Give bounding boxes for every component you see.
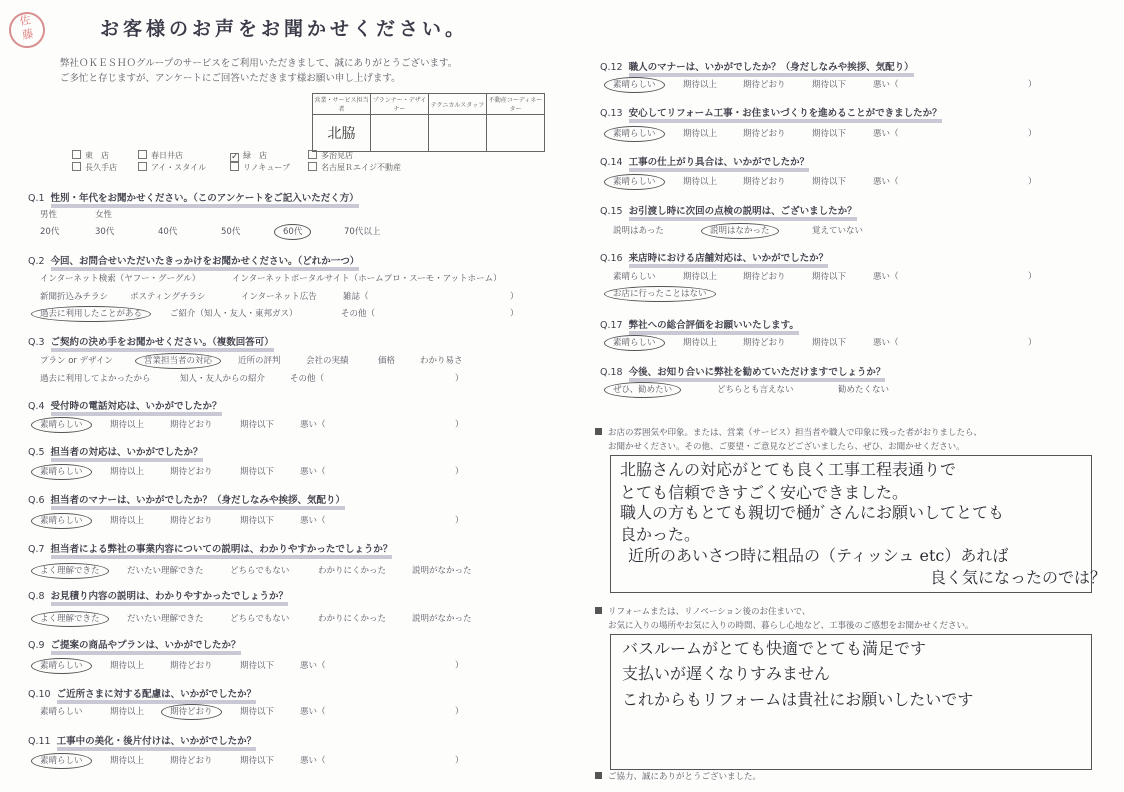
answer-option[interactable]: 期待以上: [110, 661, 145, 671]
answer-option[interactable]: 近所の評判: [238, 356, 281, 366]
question-q3: [28, 334, 274, 348]
selected-answer: 営業担当者の対応: [135, 353, 221, 369]
staff-header: 営業・サービス担当者: [313, 94, 371, 115]
handwritten-line: 良く気になったのでは？: [930, 568, 1107, 587]
question-number: Q.15: [600, 206, 623, 217]
store-option[interactable]: [308, 150, 353, 161]
question-text: 担当者の対応は、いかがでしたか？: [51, 447, 203, 462]
answer-option[interactable]: インターネット広告: [241, 292, 317, 302]
answer-option[interactable]: だいたい理解できた: [127, 614, 204, 624]
intro-line-2: ご多忙と存じますが、アンケートにご回答いただきます様お願い申し上げます。: [60, 73, 401, 84]
answer-option[interactable]: 期待以上: [683, 338, 718, 348]
question-number: Q.2: [28, 256, 45, 267]
answer-option[interactable]: ）: [455, 756, 464, 766]
answer-option[interactable]: [40, 418, 92, 430]
answer-option[interactable]: 期待以下: [812, 129, 847, 139]
handwritten-line: 支払いが遅くなりすみません: [622, 664, 831, 683]
page-title: お客様のお声をお聞かせください。: [100, 18, 469, 40]
answer-option[interactable]: ）: [510, 309, 519, 319]
answer-option[interactable]: 新聞折込みチラシ: [40, 292, 109, 302]
question-text: 来店時における店舗対応は、いかがでしたか？: [629, 253, 829, 268]
store-option[interactable]: [308, 162, 401, 173]
answer-option[interactable]: 過去に利用してよかったから: [40, 374, 151, 384]
checkbox-icon[interactable]: [72, 162, 81, 171]
staff-table: [312, 93, 545, 152]
staff-header: 不動産コーディネーター: [487, 94, 545, 115]
intro-line-1: 弊社ＯＫＥＳＨＯグループのサービスをご利用いただきまして、誠にありがとうございます。: [60, 58, 458, 69]
checkbox-icon[interactable]: [230, 162, 239, 171]
answer-option[interactable]: わかり易さ: [420, 356, 463, 366]
answer-option[interactable]: ）: [455, 374, 464, 384]
question-q8: [28, 588, 288, 602]
question-q13: [600, 105, 942, 119]
answer-option[interactable]: [40, 514, 92, 526]
answer-option[interactable]: わかりにくかった: [318, 614, 387, 624]
question-q15: [600, 203, 857, 217]
answer-option[interactable]: 説明がなかった: [412, 614, 472, 624]
answer-option[interactable]: 会社の実績: [306, 356, 349, 366]
question-q16: [600, 250, 828, 264]
question-text: お引渡し時に次回の点検の説明は、ございましたか？: [629, 206, 857, 221]
selected-answer: 60代: [274, 224, 311, 240]
question-number: Q.13: [600, 108, 623, 119]
answer-option[interactable]: [170, 705, 222, 717]
question-q5: [28, 444, 203, 458]
selected-answer: 素晴らしい: [31, 417, 92, 433]
question-number: Q.9: [28, 640, 45, 651]
question-text: 職人のマナーは、いかがでしたか？（身だしなみや挨拶、気配り）: [629, 62, 914, 77]
handwritten-line: これからもリフォームは貴社にお願いしたいです: [622, 690, 974, 709]
answer-option[interactable]: その他（: [341, 309, 376, 319]
question-number: Q.7: [28, 544, 45, 555]
answer-option[interactable]: [283, 225, 311, 237]
store-label: 名古屋Ｒエイジ不動産: [321, 163, 401, 172]
answer-option[interactable]: 雑誌（: [343, 292, 369, 302]
answer-option[interactable]: [40, 564, 109, 576]
answer-option[interactable]: 説明がなかった: [412, 566, 472, 576]
store-option[interactable]: [138, 150, 183, 161]
answer-option[interactable]: 30代: [95, 227, 115, 237]
question-number: Q.18: [600, 367, 623, 378]
store-label: 長久手店: [85, 163, 117, 172]
answer-option[interactable]: プラン or デザイン: [40, 356, 114, 366]
answer-option[interactable]: ）: [455, 467, 464, 477]
square-bullet-icon: [595, 772, 602, 779]
answer-option[interactable]: 女性: [95, 210, 113, 220]
selected-answer: よく理解できた: [31, 563, 109, 579]
handwritten-line: バスルームがとても快適でとても満足です: [622, 639, 927, 658]
store-label: 多治見店: [321, 151, 353, 160]
answer-option[interactable]: 悪い（: [873, 177, 899, 187]
handwritten-line: 北脇さんの対応がとても良く工事工程表通りで: [620, 460, 957, 479]
answer-option[interactable]: [144, 354, 221, 366]
answer-option[interactable]: [40, 465, 92, 477]
answer-option[interactable]: 期待以上: [110, 707, 145, 717]
answer-option[interactable]: ご紹介（知人・友人・東邦ガス）: [170, 309, 298, 319]
answer-option[interactable]: [613, 78, 665, 90]
selected-answer: 素晴らしい: [604, 335, 665, 351]
answer-option[interactable]: [613, 383, 681, 395]
answer-option[interactable]: [613, 287, 716, 299]
store-option[interactable]: [72, 162, 117, 173]
answer-option[interactable]: 期待どおり: [743, 80, 786, 90]
question-q2: [28, 253, 359, 267]
question-number: Q.1: [28, 193, 45, 204]
question-number: Q.4: [28, 401, 45, 412]
question-text: 工事の仕上がり具合は、いかがでしたか？: [629, 157, 810, 172]
store-option[interactable]: [138, 162, 206, 173]
answer-option[interactable]: 期待どおり: [170, 756, 213, 766]
answer-option[interactable]: 期待以上: [683, 80, 718, 90]
question-text: お見積り内容の説明は、わかりやすかったでしょうか？: [51, 591, 289, 606]
question-number: Q.16: [600, 253, 623, 264]
question-number: Q.11: [28, 736, 51, 747]
question-text: 今後、お知り合いに弊社を勧めていただけますでしょうか？: [629, 367, 886, 382]
staff-name[interactable]: [429, 115, 487, 152]
selected-answer: 素晴らしい: [604, 77, 665, 93]
answer-option[interactable]: 期待以下: [240, 516, 275, 526]
answer-option[interactable]: 期待どおり: [170, 516, 213, 526]
answer-option[interactable]: 説明はあった: [613, 226, 664, 236]
question-number: Q.8: [28, 591, 45, 602]
store-option[interactable]: [230, 150, 267, 162]
selected-answer: 素晴らしい: [31, 513, 92, 529]
question-q14: [600, 154, 809, 168]
answer-option[interactable]: 期待どおり: [170, 420, 213, 430]
store-label: 緑 店: [243, 151, 267, 160]
selected-answer: よく理解できた: [31, 611, 109, 627]
staff-name[interactable]: [487, 115, 545, 152]
answer-option[interactable]: 悪い（: [300, 516, 326, 526]
answer-option[interactable]: 勧めたくない: [838, 385, 890, 395]
answer-option[interactable]: 期待どおり: [743, 177, 786, 187]
answer-option[interactable]: 期待以下: [812, 177, 847, 187]
answer-option[interactable]: 期待以上: [110, 467, 145, 477]
question-text: 受付時の電話対応は、いかがでしたか？: [51, 401, 222, 416]
answer-option[interactable]: 悪い（: [300, 707, 326, 717]
answer-option[interactable]: ）: [1028, 177, 1037, 187]
answer-option[interactable]: だいたい理解できた: [127, 566, 204, 576]
question-q12: [600, 59, 914, 73]
answer-option[interactable]: 悪い（: [300, 420, 326, 430]
answer-option[interactable]: 期待どおり: [743, 272, 786, 282]
question-text: 今回、お問合せいただいたきっかけをお聞かせください。（どれか一つ）: [51, 256, 360, 271]
answer-option[interactable]: インターネットポータルサイト（ホームプロ・スーモ・アットホーム）: [232, 274, 502, 284]
question-number: Q.5: [28, 447, 45, 458]
answer-option[interactable]: ）: [510, 292, 519, 302]
answer-option[interactable]: 悪い（: [300, 467, 326, 477]
checkbox-icon[interactable]: [308, 150, 317, 159]
question-text: ご契約の決め手をお聞かせください。（複数回答可）: [51, 337, 274, 352]
staff-header: テクニカルスタッフ: [429, 94, 487, 115]
answer-option[interactable]: [613, 336, 665, 348]
checkbox-icon[interactable]: [308, 162, 317, 171]
seal-stamp: 佐 藤: [6, 9, 48, 51]
answer-option[interactable]: 期待以下: [240, 467, 275, 477]
question-number: Q.10: [28, 689, 51, 700]
staff-name[interactable]: 北脇: [313, 115, 371, 152]
selected-answer: お店に行ったことはない: [604, 286, 716, 302]
answer-option[interactable]: どちらでもない: [230, 566, 290, 576]
question-q6: [28, 492, 345, 506]
store-label: 春日井店: [151, 151, 183, 160]
question-text: 性別・年代をお聞かせください。（このアンケートをご記入いただく方）: [51, 193, 359, 208]
answer-option[interactable]: 期待どおり: [743, 338, 786, 348]
answer-option[interactable]: 期待どおり: [170, 661, 213, 671]
handwritten-line: 良かった。: [620, 525, 701, 544]
answer-option[interactable]: 50代: [221, 227, 241, 237]
question-q17: [600, 317, 799, 331]
answer-option[interactable]: 期待以下: [240, 420, 275, 430]
answer-option[interactable]: [40, 307, 151, 319]
answer-option[interactable]: 期待以下: [812, 338, 847, 348]
question-number: Q.6: [28, 495, 45, 506]
comments1-prompt-2: お聞かせください。その他、ご要望・ご意見などございましたら、ぜひ、お聞かせください。: [608, 442, 965, 452]
answer-option[interactable]: ）: [455, 420, 464, 430]
answer-option[interactable]: 期待どおり: [170, 467, 213, 477]
question-q18: [600, 364, 885, 378]
answer-option[interactable]: 悪い（: [873, 338, 899, 348]
staff-header: プランナー・デザイナー: [371, 94, 429, 115]
answer-option[interactable]: 価格: [378, 356, 396, 366]
answer-option[interactable]: 悪い（: [873, 129, 899, 139]
question-text: 弊社への総合評価をお願いいたします。: [629, 320, 799, 335]
question-text: 安心してリフォーム工事・お住まいづくりを進めることができましたか？: [629, 108, 942, 123]
answer-option[interactable]: ）: [455, 516, 464, 526]
question-number: Q.17: [600, 320, 623, 331]
answer-option[interactable]: ）: [1028, 338, 1037, 348]
answer-option[interactable]: 70代以上: [344, 227, 381, 237]
answer-option[interactable]: どちらとも言えない: [717, 385, 794, 395]
answer-option[interactable]: [40, 612, 109, 624]
answer-option[interactable]: その他（: [290, 374, 325, 384]
answer-option[interactable]: 期待以上: [683, 272, 718, 282]
answer-option[interactable]: 期待以下: [812, 80, 847, 90]
checkbox-icon[interactable]: [138, 162, 147, 171]
answer-option[interactable]: [40, 754, 92, 766]
answer-option[interactable]: 期待以下: [812, 272, 847, 282]
answer-option[interactable]: 期待以上: [110, 516, 145, 526]
handwritten-line: とても信頼できすごく安心できました。: [620, 483, 909, 502]
checked-box-icon[interactable]: ✓: [231, 152, 239, 162]
question-q4: [28, 398, 222, 412]
answer-option[interactable]: どちらでもない: [230, 614, 290, 624]
footer-note: ご協力、誠にありがとうございました。: [595, 770, 761, 782]
store-label: リノキューブ: [243, 163, 290, 172]
handwritten-line: 近所のあいさつ時に粗品の（ティッシュ etc）あれば: [628, 546, 1009, 565]
selected-answer: 素晴らしい: [31, 658, 92, 674]
store-option[interactable]: [72, 150, 109, 161]
answer-option[interactable]: 覚えていない: [812, 226, 864, 236]
selected-answer: 素晴らしい: [604, 126, 665, 142]
answer-option[interactable]: ）: [1028, 80, 1037, 90]
answer-option[interactable]: わかりにくかった: [318, 566, 387, 576]
checkbox-icon[interactable]: [138, 150, 147, 159]
answer-option[interactable]: 期待以上: [110, 420, 145, 430]
question-q11: [28, 733, 256, 747]
question-text: ご提案の商品やプランは、いかがでしたか？: [51, 640, 241, 655]
answer-option[interactable]: 悪い（: [300, 661, 326, 671]
answer-option[interactable]: ）: [455, 661, 464, 671]
question-number: Q.14: [600, 157, 623, 168]
answer-option[interactable]: 期待以下: [240, 661, 275, 671]
answer-option[interactable]: 期待以上: [683, 129, 718, 139]
question-q7: [28, 541, 392, 555]
answer-option[interactable]: 期待以下: [240, 707, 275, 717]
question-q9: [28, 637, 241, 651]
answer-option[interactable]: 悪い（: [300, 756, 326, 766]
selected-answer: 期待どおり: [161, 704, 222, 720]
selected-answer: 素晴らしい: [31, 464, 92, 480]
comments2-prompt-1: リフォームまたは、リノベーション後のお住まいで、: [595, 605, 810, 617]
answer-option[interactable]: 期待以下: [240, 756, 275, 766]
checkbox-icon[interactable]: [72, 150, 81, 159]
question-text: 工事中の美化・後片付けは、いかがでしたか？: [57, 736, 257, 751]
store-option[interactable]: [230, 162, 290, 173]
answer-option[interactable]: 素晴らしい: [40, 707, 83, 717]
answer-option[interactable]: ）: [1028, 129, 1037, 139]
comments1-prompt-1: お店の雰囲気や印象。または、営業（サービス）担当者や職人で印象に残った者がおりましたら、: [595, 426, 982, 438]
selected-answer: ぜひ、勧めたい: [604, 382, 681, 398]
selected-answer: 素晴らしい: [604, 174, 665, 190]
square-bullet-icon: [595, 428, 602, 435]
square-bullet-icon: [595, 607, 602, 614]
answer-option[interactable]: ）: [455, 707, 464, 717]
selected-answer: 素晴らしい: [31, 753, 92, 769]
answer-option[interactable]: ）: [1028, 272, 1037, 282]
answer-option[interactable]: [613, 127, 665, 139]
answer-option[interactable]: インターネット検索（ヤフー・グーグル）: [40, 274, 201, 284]
answer-option[interactable]: 40代: [158, 227, 178, 237]
selected-answer: 説明はなかった: [701, 223, 779, 239]
answer-option[interactable]: 悪い（: [873, 272, 899, 282]
question-text: 担当者のマナーは、いかがでしたか？（身だしなみや挨拶、気配り）: [51, 495, 346, 510]
answer-option[interactable]: 男性: [40, 210, 58, 220]
selected-answer: 過去に利用したことがある: [31, 306, 151, 322]
handwritten-line: 職人の方もとても親切で樋ｶﾞさんにお願いしてとても: [620, 503, 1005, 522]
question-text: ご近所さまに対する配慮は、いかがでしたか？: [57, 689, 257, 704]
answer-option[interactable]: 知人・友人からの紹介: [180, 374, 266, 384]
answer-option[interactable]: 20代: [40, 227, 60, 237]
question-q1: [28, 190, 359, 204]
answer-option[interactable]: [710, 224, 779, 236]
question-q10: [28, 686, 256, 700]
answer-option[interactable]: 悪い（: [873, 80, 899, 90]
answer-option[interactable]: 素晴らしい: [613, 272, 656, 282]
question-text: 担当者による弊社の事業内容についての説明は、わかりやすかったでしょうか？: [51, 544, 393, 559]
staff-name[interactable]: [371, 115, 429, 152]
answer-option[interactable]: 期待以上: [683, 177, 718, 187]
store-label: アイ・スタイル: [151, 163, 207, 172]
answer-option[interactable]: 期待どおり: [743, 129, 786, 139]
question-number: Q.12: [600, 62, 623, 73]
question-number: Q.3: [28, 337, 45, 348]
comments2-prompt-2: お気に入りの場所やお気に入りの時間、暮らし心地など、工事後のご感想をお聞かせください。: [608, 621, 974, 631]
store-label: 東 店: [85, 151, 109, 160]
answer-option[interactable]: 期待以上: [110, 756, 145, 766]
answer-option[interactable]: ポスティングチラシ: [130, 292, 206, 302]
answer-option[interactable]: [613, 175, 665, 187]
answer-option[interactable]: [40, 659, 92, 671]
